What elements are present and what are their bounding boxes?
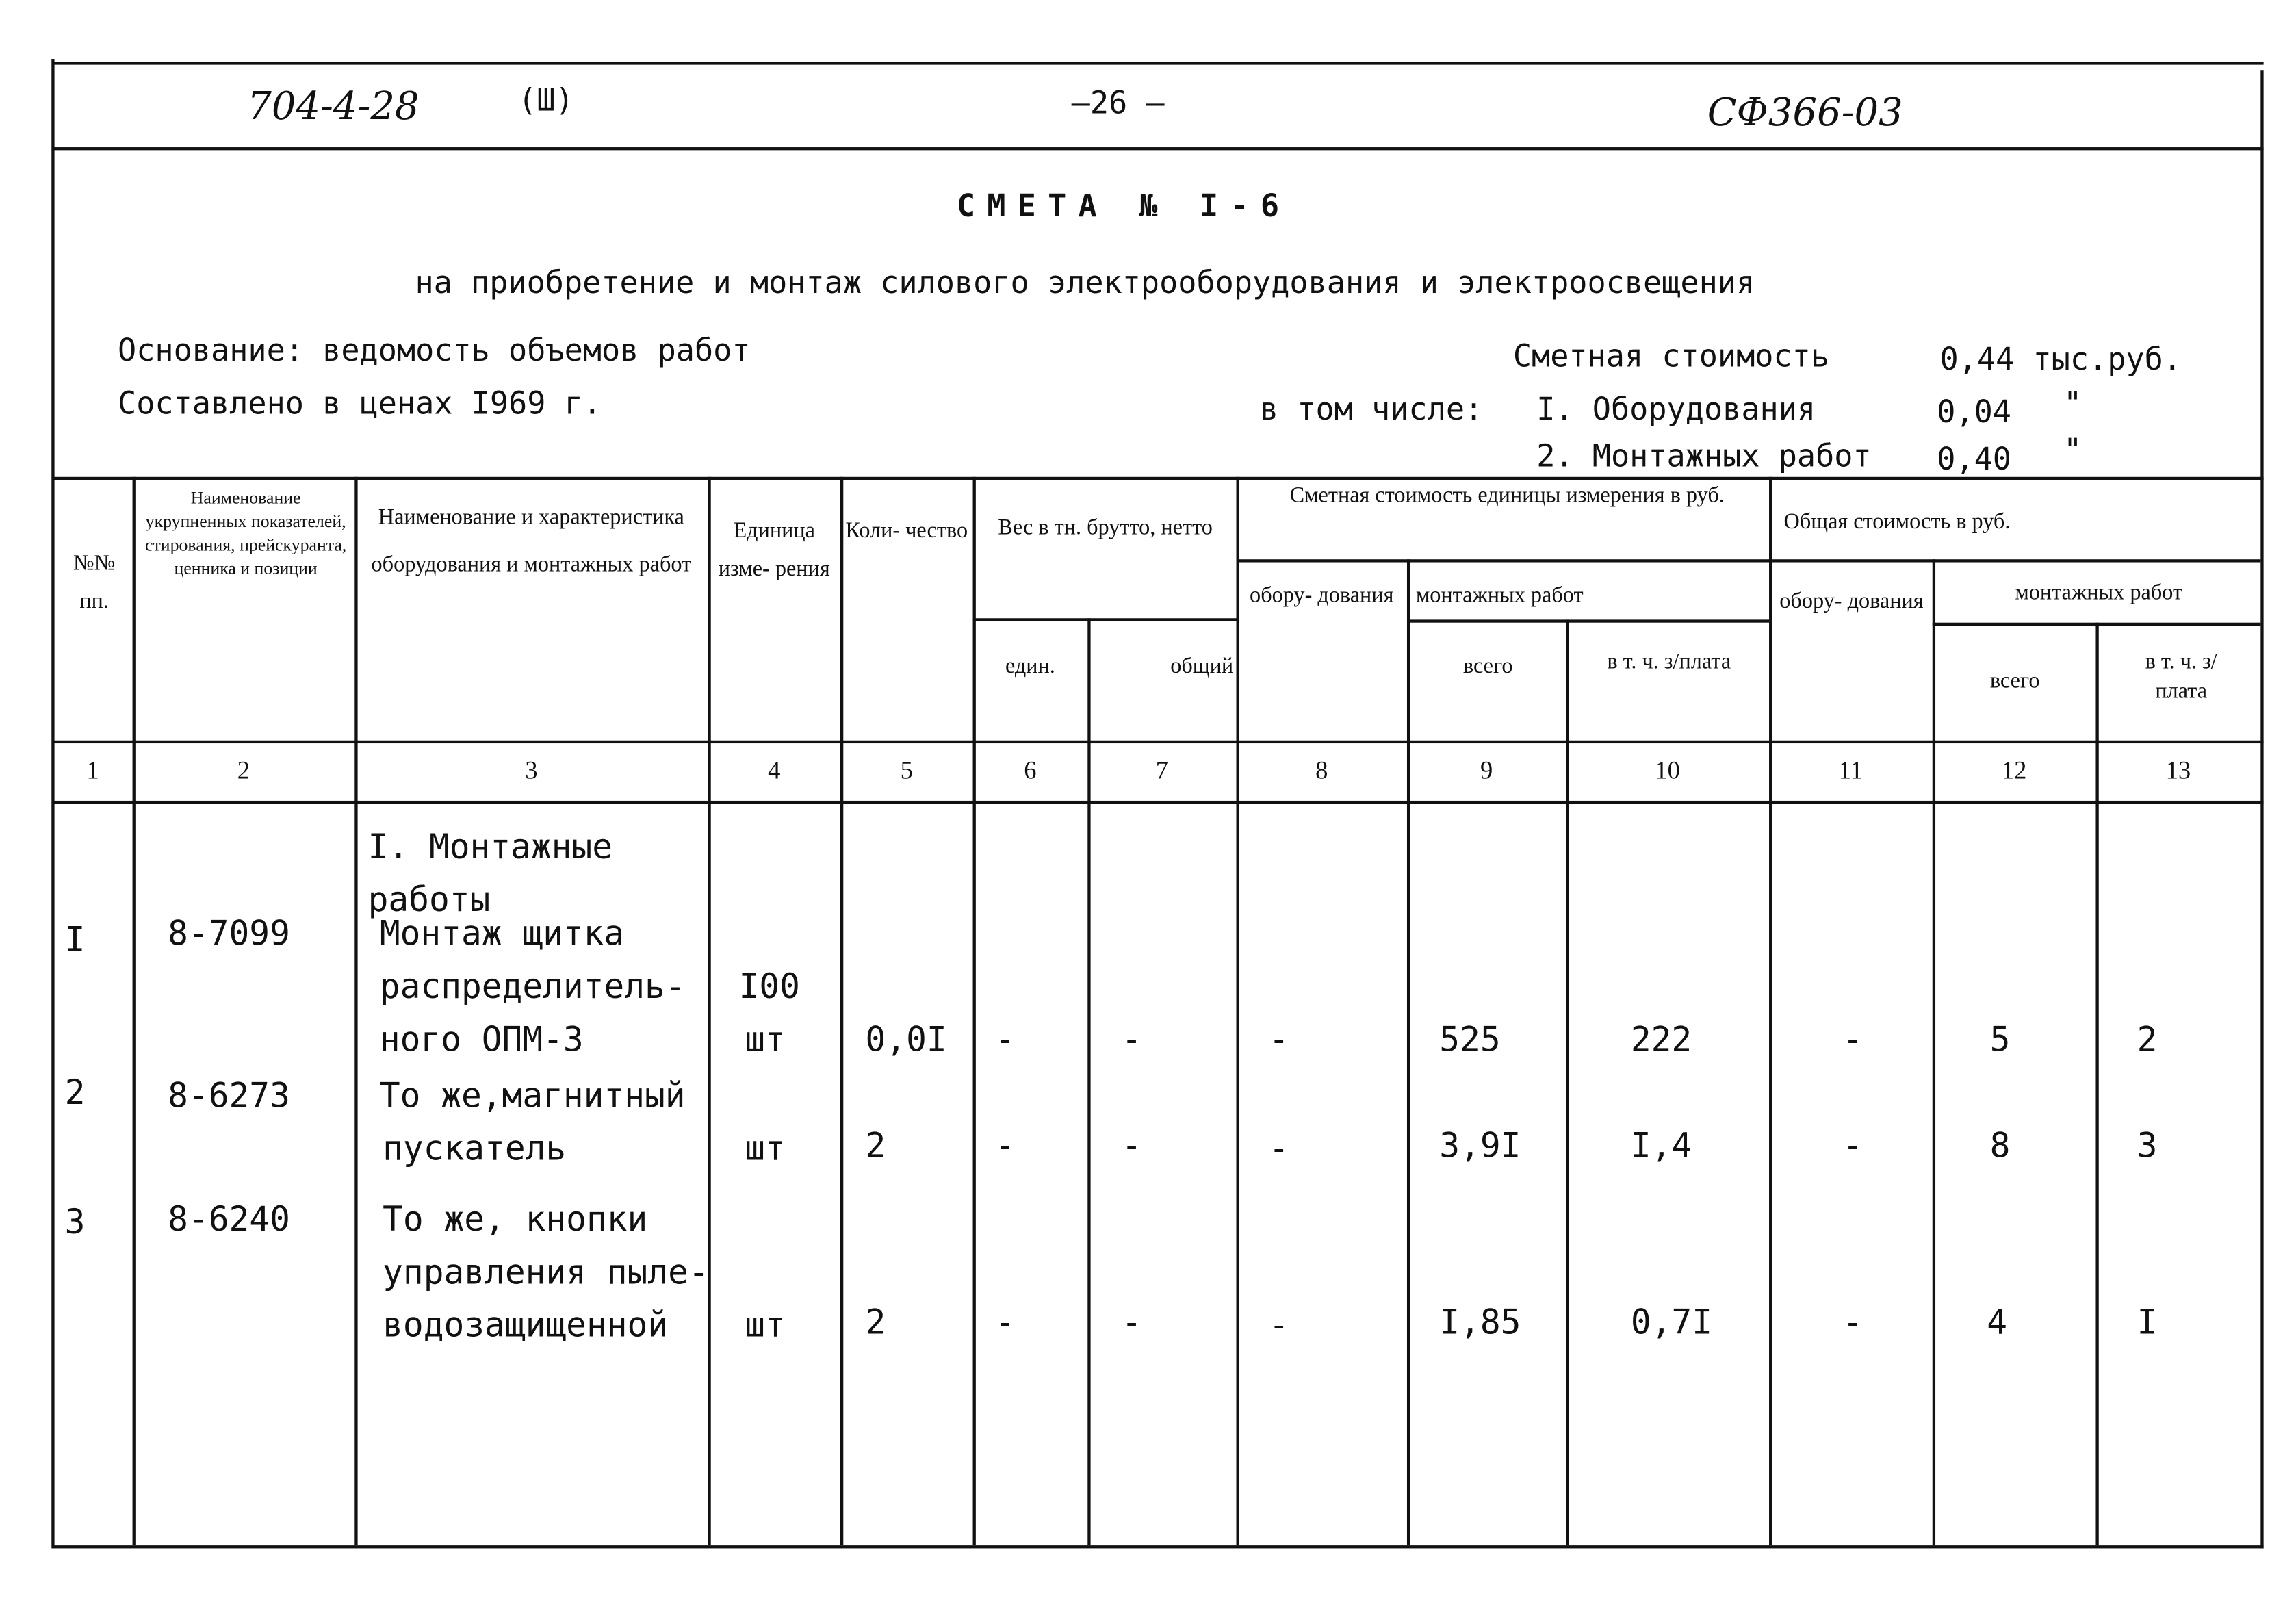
doc-code: СФ366-03 [1707, 91, 1903, 136]
col-divider [354, 477, 357, 1545]
row-name: водозащищенной [383, 1307, 669, 1346]
cost-line1-value: 0,04 [1937, 394, 2011, 430]
col-number: 2 [237, 756, 250, 785]
row-qty: 2 [865, 1304, 886, 1343]
row-qty: 2 [865, 1127, 886, 1166]
cost-line2-value: 0,40 [1937, 441, 2011, 477]
row-name: Монтаж щитка [379, 915, 625, 954]
row-equip-total: - [1842, 1304, 1863, 1343]
row-number: 2 [64, 1074, 86, 1113]
subtitle: на приобретение и монтаж силового электрооборудования и электроосвещения [415, 265, 1755, 300]
header-wage: в т. ч. з/плата [1607, 650, 1731, 674]
col-number: 1 [86, 756, 99, 785]
col-number: 9 [1480, 756, 1493, 785]
header-mount: монтажных работ [1415, 584, 1584, 608]
header-weight: Вес в тн. брутто, нетто [998, 516, 1213, 541]
col-number: 5 [900, 756, 913, 785]
header-name: Наименование и характеристика оборудования и монтажных работ [371, 506, 692, 578]
row-wage-unit: I,4 [1630, 1127, 1692, 1166]
row-code: 8-7099 [168, 915, 290, 954]
header-num: №№ пп. [73, 552, 116, 614]
col-number: 10 [1655, 756, 1680, 785]
row-weight-unit: - [994, 1127, 1016, 1166]
row-name: ного ОПМ-3 [379, 1021, 584, 1060]
col-number: 8 [1315, 756, 1328, 785]
row-weight-unit: - [994, 1021, 1016, 1060]
row-unit: I00 [738, 968, 800, 1007]
header-equip: обору- дования [1250, 584, 1394, 608]
row-unit: шт [745, 1307, 786, 1346]
table-line [973, 618, 1237, 621]
row-name: То же, кнопки [383, 1200, 648, 1240]
row-mount-total: 5 [1989, 1021, 2011, 1060]
header-unit: Единица изме- рения [718, 519, 830, 582]
row-wage-unit: 0,7I [1630, 1304, 1712, 1343]
cost-total: 0,44 тыс.руб. [1939, 341, 2182, 377]
col-divider [1407, 559, 1410, 1545]
ditto-mark: " [2063, 433, 2082, 468]
row-unit: шт [745, 1130, 786, 1169]
row-weight-total: - [1121, 1304, 1142, 1343]
project-code: 704-4-28 [247, 85, 420, 130]
frame-top [53, 62, 2263, 64]
col-divider [973, 477, 976, 1545]
row-mount-unit: 525 [1439, 1021, 1501, 1060]
row-equip-total: - [1842, 1021, 1863, 1060]
row-equip-total: - [1842, 1127, 1863, 1166]
col-divider [1933, 559, 1935, 1545]
row-name: распределитель- [379, 968, 686, 1007]
row-wage-unit: 222 [1630, 1021, 1692, 1060]
col-number: 4 [768, 756, 781, 785]
page-title: СМЕТА № I-6 [956, 188, 1291, 224]
prices-year: Составлено в ценах I969 г. [118, 385, 602, 422]
col-divider [1769, 477, 1772, 1545]
table-top [53, 477, 2263, 480]
row-name: То же,магнитный [379, 1077, 686, 1116]
page-number: —26 — [1071, 85, 1165, 121]
col-divider [708, 477, 710, 1545]
part-label: (Ш) [518, 82, 574, 118]
header-weight-unit: един. [1005, 655, 1055, 679]
header-unit-cost: Сметная стоимость единицы измерения в руб. [1289, 484, 1725, 508]
row-code: 8-6240 [168, 1200, 290, 1240]
incl-label: в том числе: [1259, 391, 1484, 427]
col-number: 7 [1155, 756, 1169, 785]
header-code: Наименование укрупненных показателей, стирования, прейскуранта, ценника и позиции [145, 487, 347, 579]
header-qty: Коли- чество [845, 519, 968, 543]
row-weight-total: - [1121, 1021, 1142, 1060]
frame-right [2260, 70, 2263, 1548]
basis: Основание: ведомость объемов работ [118, 333, 751, 368]
col-number: 12 [2001, 756, 2027, 785]
row-code: 8-6273 [168, 1077, 290, 1116]
row-number: I [64, 921, 86, 960]
col-number: 3 [525, 756, 538, 785]
header-all: всего [1989, 669, 2040, 693]
row-weight-unit: - [994, 1304, 1016, 1343]
row-wage-total: I [2137, 1304, 2158, 1343]
header-all: всего [1462, 655, 1513, 679]
cost-line2: 2. Монтажных работ [1536, 438, 1872, 474]
frame-bottom [53, 1545, 2263, 1548]
row-mount-total: 8 [1989, 1127, 2011, 1166]
header-mount: монтажных работ [2015, 581, 2183, 605]
header-wage: в т. ч. з/плата [2145, 650, 2217, 704]
table-line [1237, 559, 2261, 562]
header-total-cost: Общая стоимость в руб. [1783, 511, 2011, 535]
table-line [1407, 619, 1769, 622]
row-number: 3 [64, 1204, 86, 1243]
col-number: 6 [1024, 756, 1037, 785]
col-number: 13 [2165, 756, 2191, 785]
row-wage-total: 3 [2137, 1127, 2158, 1166]
row-mount-total: 4 [1987, 1304, 2008, 1343]
row-weight-total: - [1121, 1127, 1142, 1166]
section-title: I. Монтажные работы [367, 828, 613, 921]
row-qty: 0,0I [865, 1021, 947, 1060]
row-unit: шт [745, 1021, 786, 1060]
col-number: 11 [1838, 756, 1863, 785]
ditto-mark: " [2063, 385, 2082, 422]
row-name: пускатель [383, 1130, 567, 1169]
row-equip-unit: - [1268, 1021, 1289, 1060]
row-name: управления пыле- [383, 1254, 709, 1293]
header-equip: обору- дования [1779, 590, 1924, 614]
header-weight-total: общий [1170, 655, 1234, 679]
col-divider [1237, 477, 1239, 1545]
cost-label: Сметная стоимость [1512, 338, 1830, 374]
row-mount-unit: I,85 [1439, 1304, 1521, 1343]
header-divider [53, 147, 2263, 150]
cost-line1: I. Оборудования [1536, 391, 1816, 427]
row-mount-unit: 3,9I [1439, 1127, 1521, 1166]
row-wage-total: 2 [2137, 1021, 2158, 1060]
row-equip-unit: - [1268, 1307, 1289, 1346]
row-equip-unit: - [1268, 1130, 1289, 1169]
col-divider [840, 477, 843, 1545]
col-divider [133, 477, 136, 1545]
